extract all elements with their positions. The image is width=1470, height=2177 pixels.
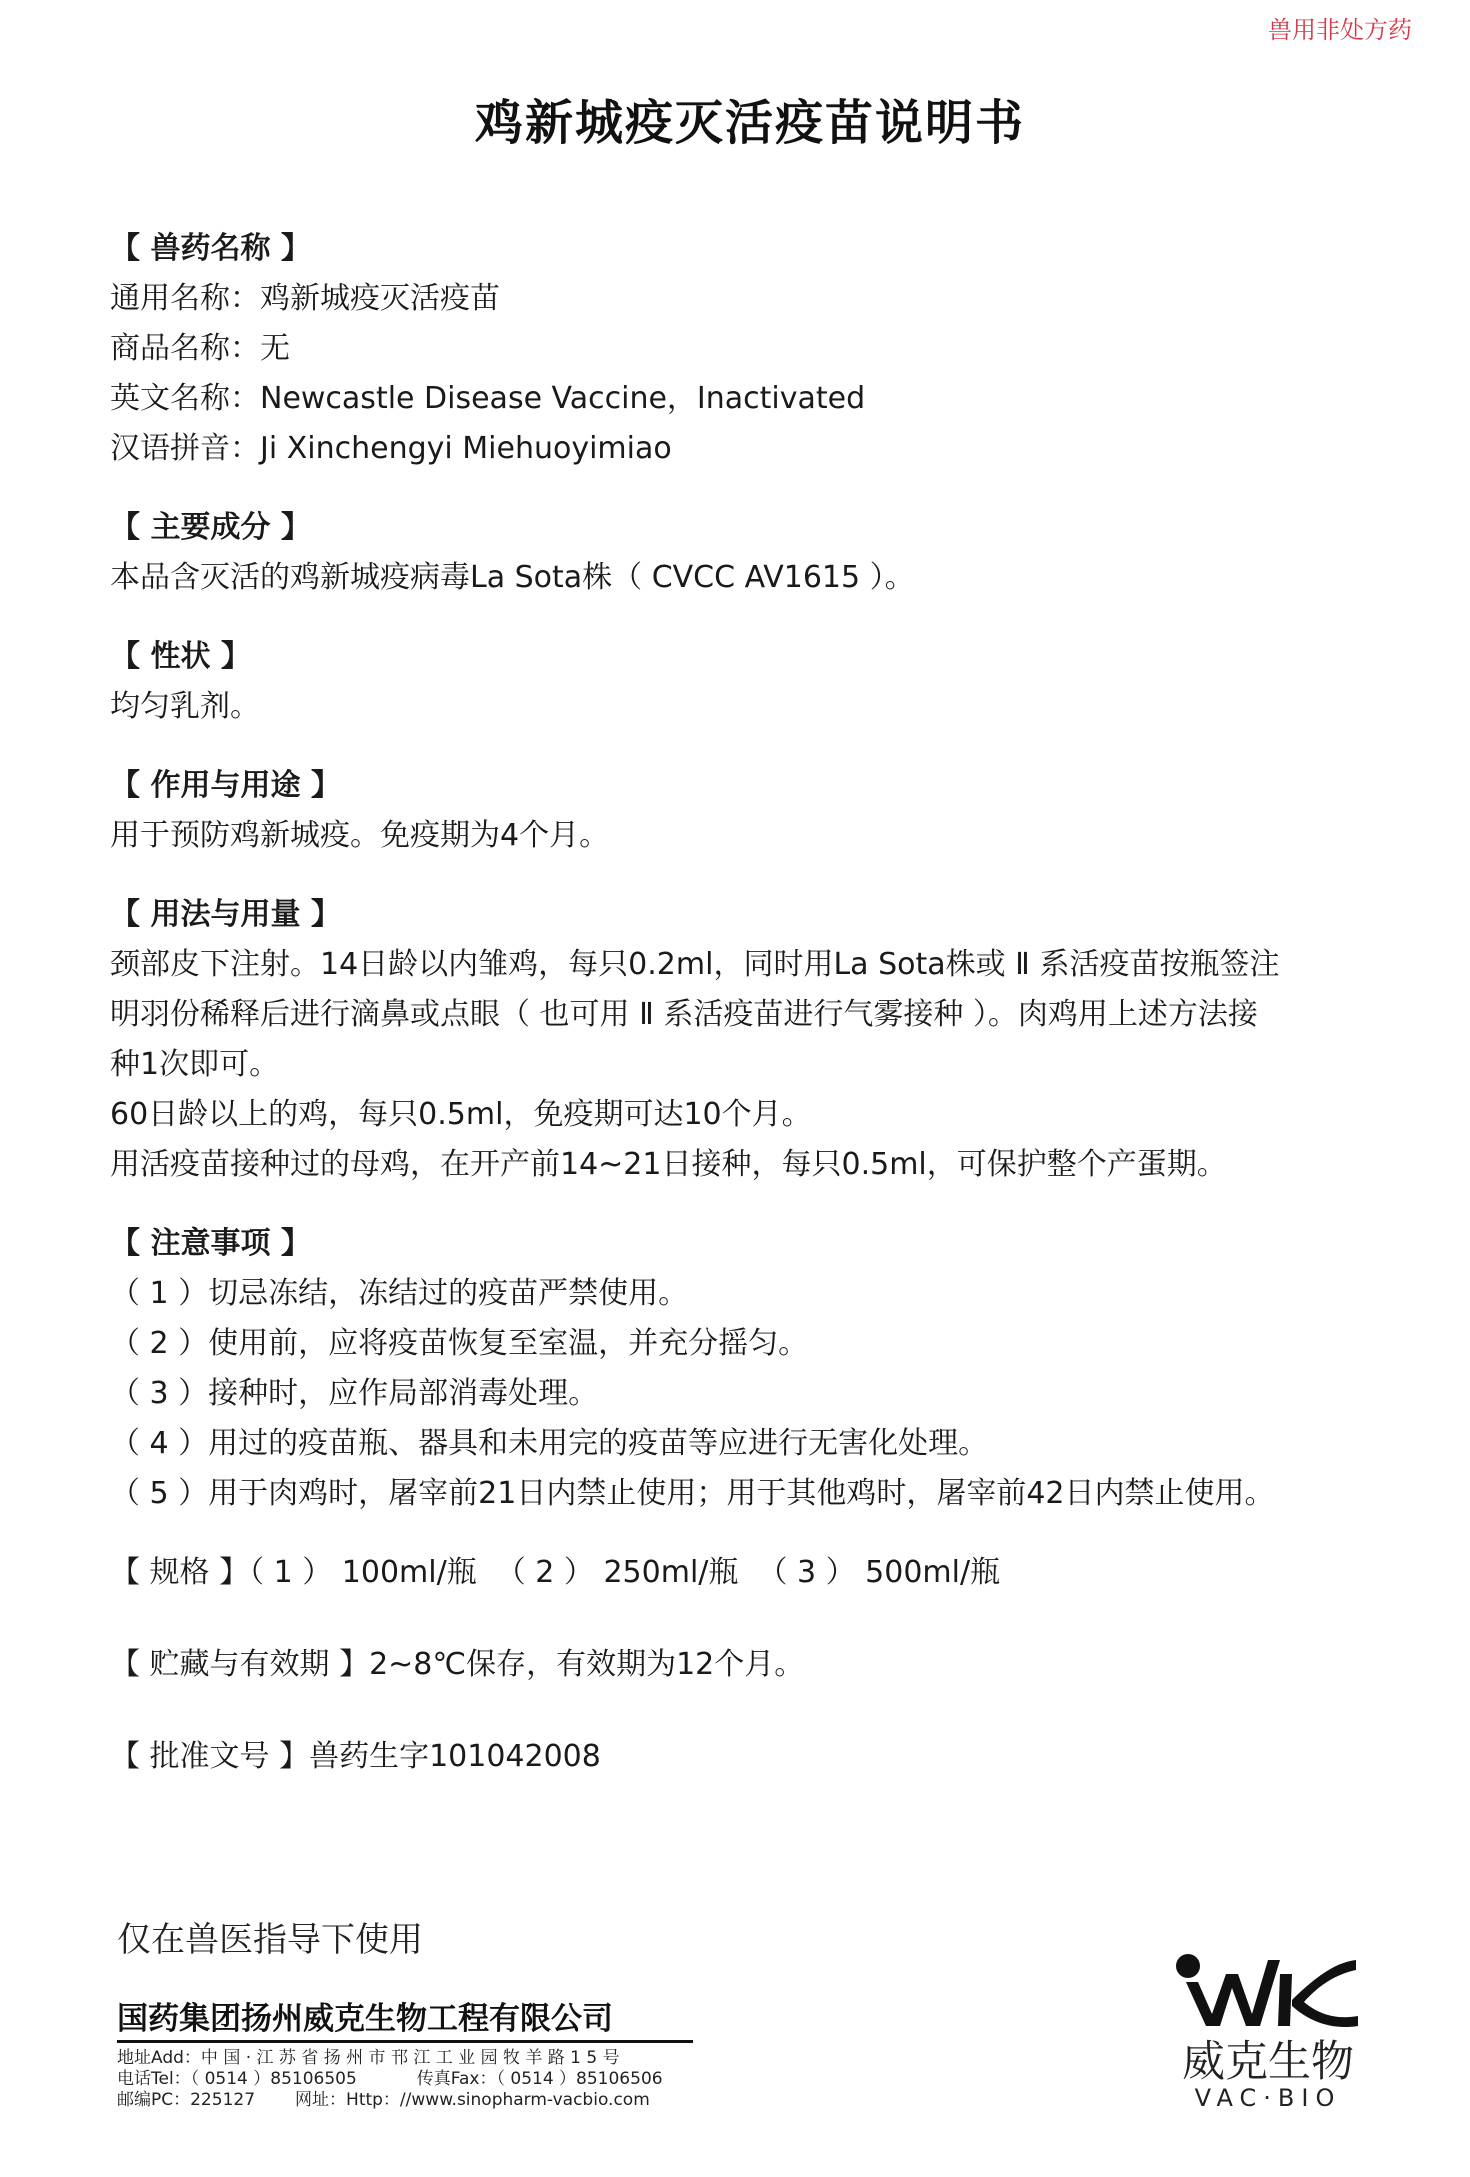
- trade-name: 商品名称：无: [110, 331, 290, 366]
- company-name: 国药集团扬州威克生物工程有限公司: [117, 2001, 613, 2037]
- section-heading: 【 注意事项 】: [110, 1226, 311, 1261]
- section-character: [110, 632, 1410, 732]
- precaution-item: （ 5 ）用于肉鸡时，屠宰前21日内禁止使用；用于其他鸡时，屠宰前42日内禁止使用。: [110, 1476, 1275, 1511]
- precaution-item: （ 1 ）切忌冻结，冻结过的疫苗严禁使用。: [110, 1276, 689, 1311]
- specification-text: （ 1 ） 100ml/瓶 （ 2 ） 250ml/瓶 （ 3 ） 500ml/瓶: [249, 1555, 1001, 1590]
- generic-name: 通用名称：鸡新城疫灭活疫苗: [110, 281, 500, 316]
- contact-post-web-row: [117, 2090, 650, 2111]
- precaution-item: （ 2 ）使用前，应将疫苗恢复至室温，并充分摇匀。: [110, 1326, 809, 1361]
- section-heading: 【 批准文号 】: [110, 1739, 310, 1774]
- section-dosage: [110, 890, 1410, 1190]
- leaflet-body: [110, 224, 1410, 1824]
- section-precautions: [110, 1219, 1410, 1519]
- company-address: 地址Add：中 国 · 江 苏 省 扬 州 市 邗 江 工 业 园 牧 羊 路 1 5 号: [117, 2048, 620, 2068]
- dosage-line: 60日龄以上的鸡，每只0.5ml，免疫期可达10个月。: [110, 1097, 812, 1132]
- brand-name-chinese: 威克生物: [1182, 2037, 1354, 2087]
- character-text: 均匀乳剂。: [110, 689, 260, 724]
- company-fax: 传真Fax：（ 0514 ）85106506: [416, 2069, 663, 2089]
- dosage-line: 明羽份稀释后进行滴鼻或点眼（ 也可用 Ⅱ 系活疫苗进行气雾接种 ）。肉鸡用上述方法接: [110, 997, 1258, 1032]
- document-title: 鸡新城疫灭活疫苗说明书: [474, 95, 1025, 151]
- storage-text: 2~8℃保存，有效期为12个月。: [369, 1647, 805, 1682]
- dosage-line: 颈部皮下注射。14日龄以内雏鸡，每只0.2ml，同时用La Sota株或 Ⅱ 系活疫苗按瓶签注: [110, 947, 1280, 982]
- section-heading: 【 兽药名称 】: [110, 231, 311, 266]
- precaution-item: （ 4 ）用过的疫苗瓶、器具和未用完的疫苗等应进行无害化处理。: [110, 1426, 989, 1461]
- brand-name-english: VAC·BIO: [1194, 2084, 1342, 2112]
- section-storage: [110, 1640, 1410, 1690]
- section-composition: [110, 503, 1410, 603]
- section-drug-name: [110, 224, 1410, 474]
- pinyin-name: 汉语拼音：Ji Xinchengyi Miehuoyimiao: [110, 431, 672, 466]
- precaution-item: （ 3 ）接种时，应作局部消毒处理。: [110, 1376, 599, 1411]
- section-heading: 【 作用与用途 】: [110, 768, 341, 803]
- section-heading: 【 主要成分 】: [110, 510, 311, 545]
- section-heading: 【 贮藏与有效期 】: [110, 1647, 370, 1682]
- section-approval: [110, 1732, 1410, 1782]
- section-heading: 【 性状 】: [110, 639, 251, 674]
- section-heading: 【 规格 】: [110, 1555, 250, 1590]
- company-postcode: 邮编PC：225127: [117, 2090, 256, 2110]
- company-underline: [117, 2040, 693, 2043]
- approval-number: 兽药生字101042008: [309, 1739, 601, 1774]
- indications-text: 用于预防鸡新城疫。免疫期为4个月。: [110, 818, 610, 853]
- vet-guidance-note: 仅在兽医指导下使用: [117, 1920, 423, 1960]
- dosage-line: 种1次即可。: [110, 1047, 280, 1082]
- otc-veterinary-tag: 兽用非处方药: [1268, 16, 1412, 44]
- contact-phone-fax-row: [117, 2069, 663, 2090]
- section-heading: 【 用法与用量 】: [110, 897, 341, 932]
- composition-text: 本品含灭活的鸡新城疫病毒La Sota株（ CVCC AV1615 ）。: [110, 560, 915, 595]
- section-specification: [110, 1548, 1410, 1598]
- section-indications: [110, 761, 1410, 861]
- vacbio-logo-mark-icon: [1168, 1944, 1368, 2034]
- dosage-line: 用活疫苗接种过的母鸡，在开产前14~21日接种，每只0.5ml，可保护整个产蛋期。: [110, 1147, 1227, 1182]
- company-website: 网址：Http：//www.sinopharm-vacbio.com: [295, 2090, 650, 2110]
- company-tel: 电话Tel：（ 0514 ）85106505: [117, 2069, 357, 2089]
- english-name: 英文名称：Newcastle Disease Vaccine，Inactivated: [110, 381, 866, 416]
